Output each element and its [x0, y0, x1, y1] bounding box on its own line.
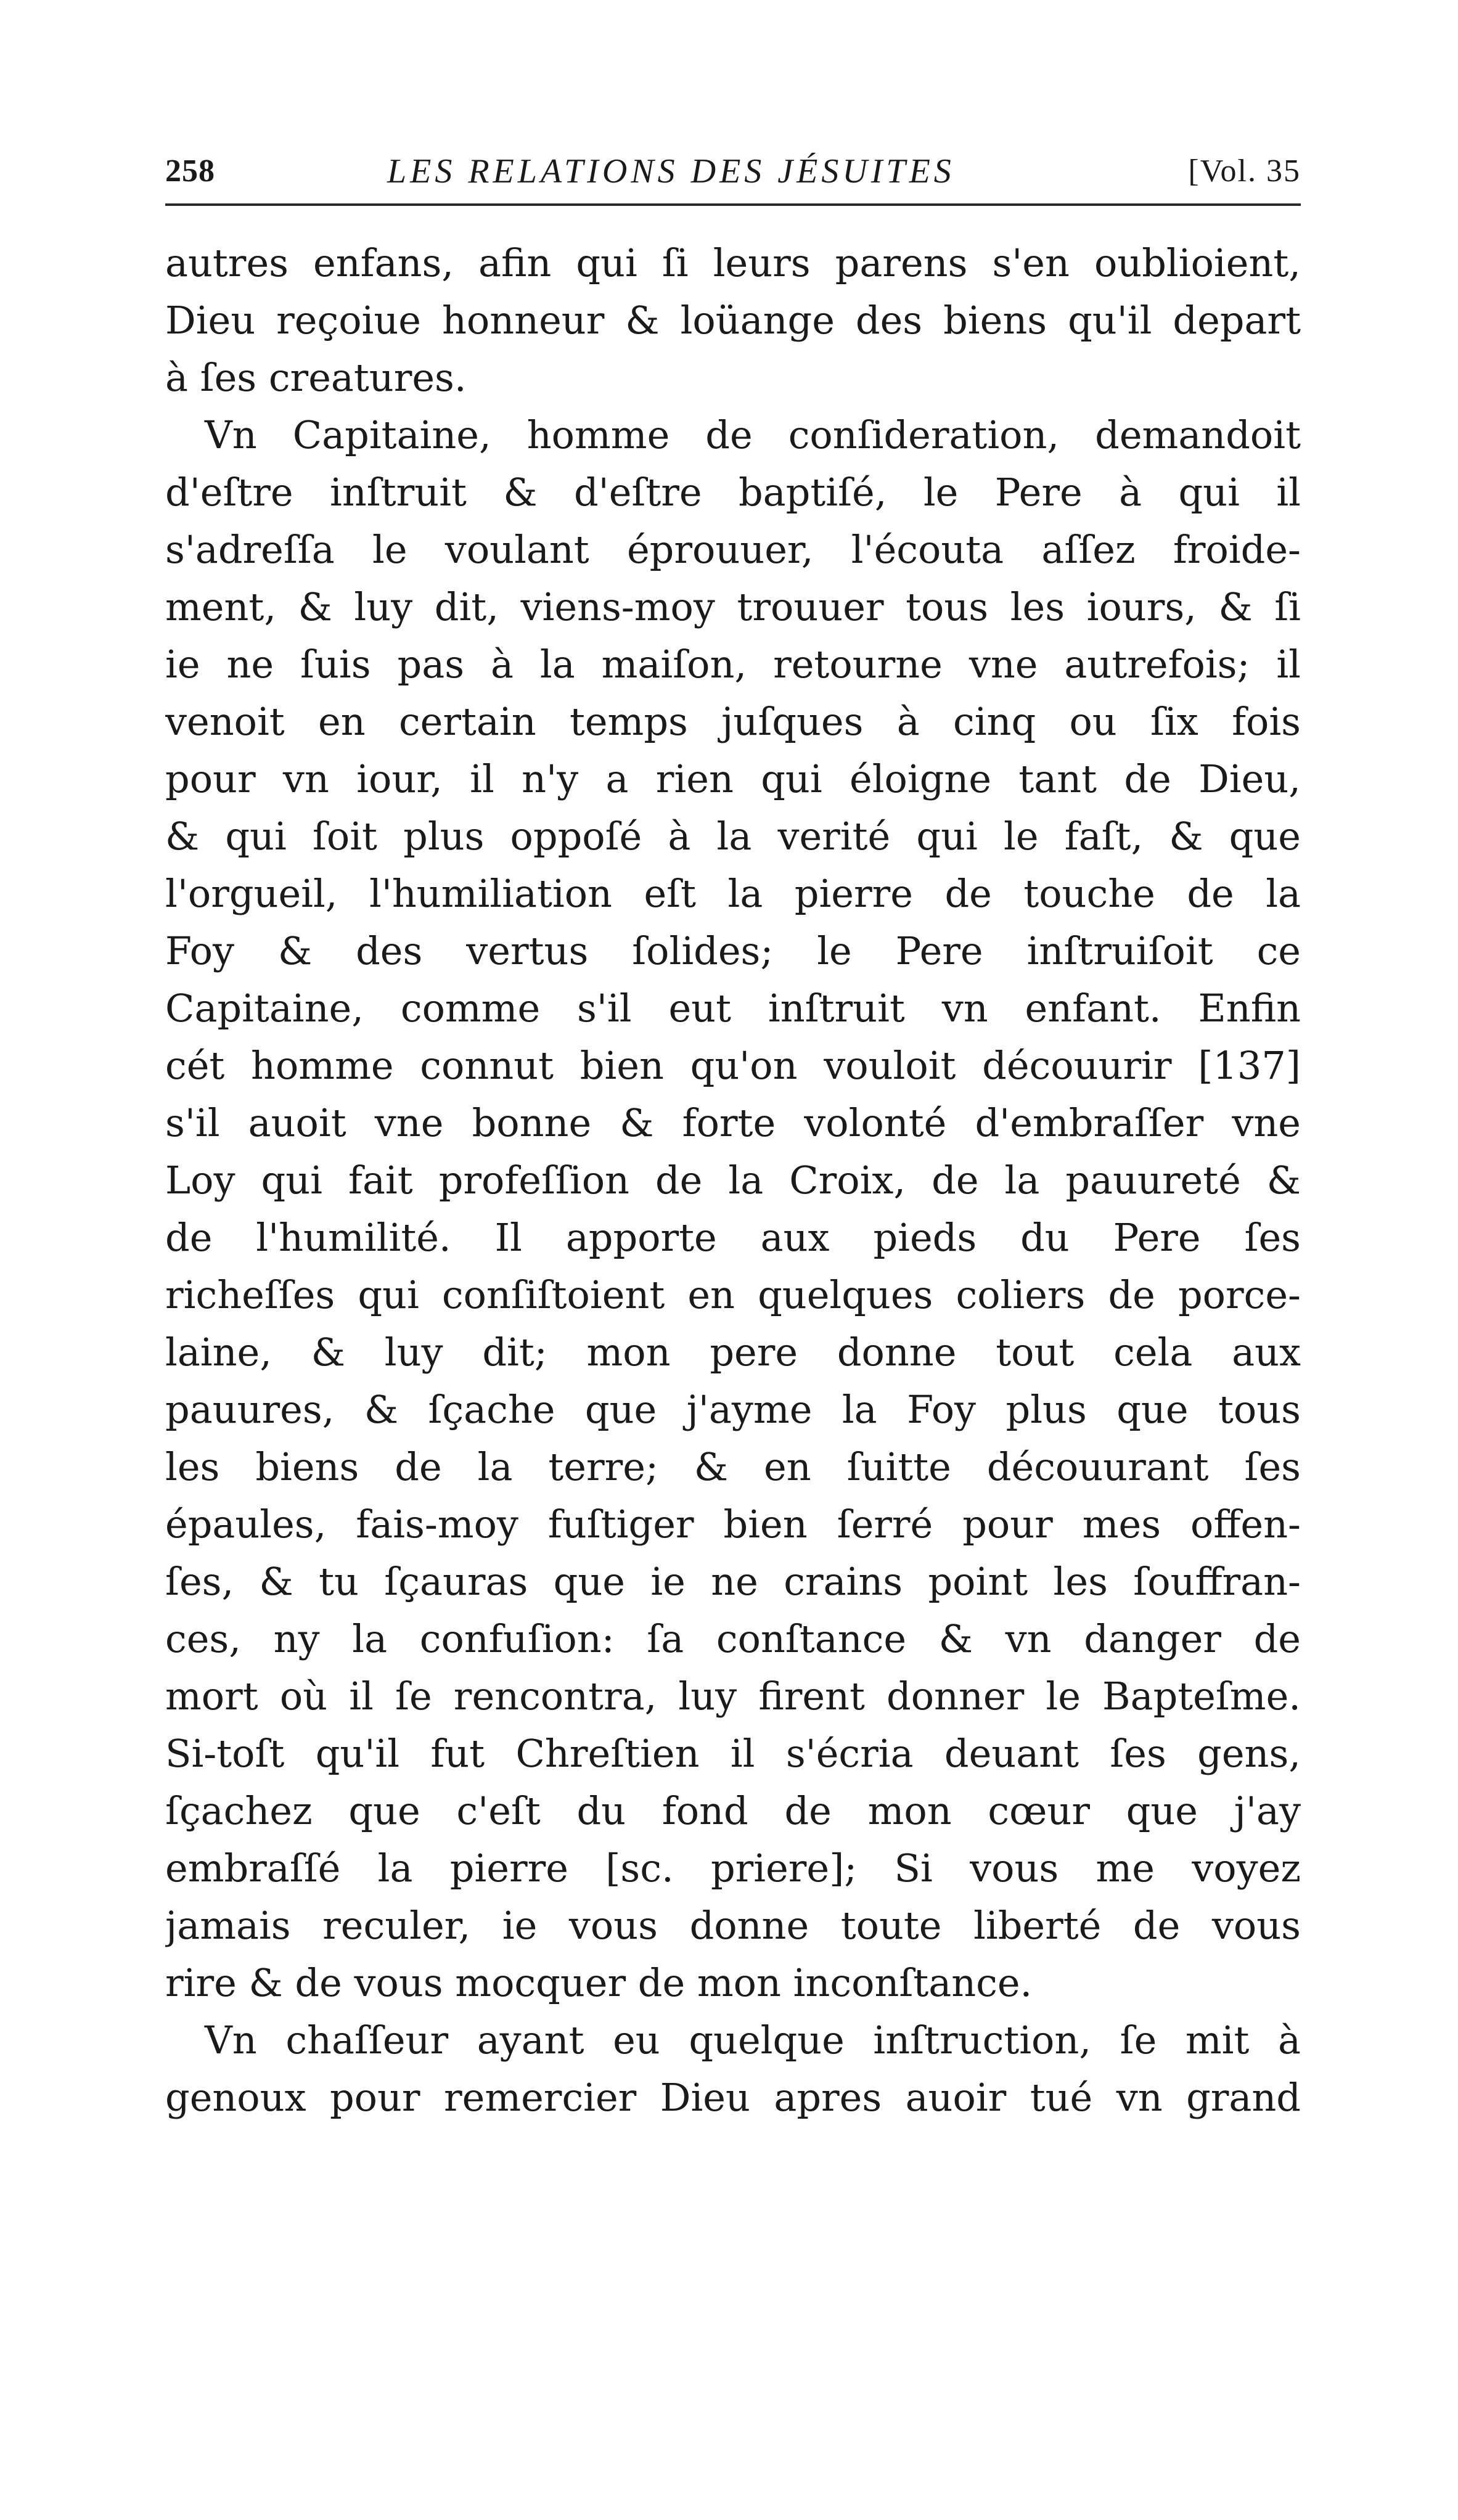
text-line: rire & de vous mocquer de mon inconſtance.	[165, 1960, 1033, 2005]
text-line: ie ne ſuis pas à la maiſon, retourne vne autrefois; il	[165, 642, 1301, 687]
running-title: LES RELATIONS DES JÉSUITES	[387, 152, 955, 190]
text-line: genoux pour remercier Dieu apres auoir tué vn grand	[165, 2075, 1301, 2120]
volume-label: [Vol. 35	[1188, 153, 1301, 189]
text-line: ſes, & tu ſçauras que ie ne crains point les ſouffran-	[165, 1559, 1301, 1604]
text-line: Vn chaſſeur ayant eu quelque inſtruction, ſe mit à	[205, 2018, 1301, 2063]
text-line: laine, & luy dit; mon pere donne tout cela aux	[165, 1330, 1301, 1375]
text-line: Capitaine, comme s'il eut inſtruit vn enfant. Enfin	[165, 986, 1301, 1031]
text-line: Si-toſt qu'il fut Chreſtien il s'écria deuant ſes gens,	[165, 1731, 1301, 1776]
text-line: ſçachez que c'eſt du fond de mon cœur que j'ay	[165, 1788, 1301, 1833]
text-line: les biens de la terre; & en ſuitte découurant ſes	[165, 1444, 1301, 1489]
text-line: jamais reculer, ie vous donne toute liberté de vous	[165, 1903, 1301, 1948]
text-line: ces, ny la confuſion: ſa conſtance & vn danger de	[165, 1616, 1301, 1661]
text-line: ment, & luy dit, viens-moy trouuer tous les iours, & ſi	[165, 584, 1301, 629]
text-line: autres enfans, afin qui ſi leurs parens s'en oublioient,	[165, 240, 1301, 285]
text-line: à ſes creatures.	[165, 355, 467, 400]
header-rule	[165, 203, 1301, 206]
text-line: Foy & des vertus ſolides; le Pere inſtruiſoit ce	[165, 928, 1301, 973]
text-line: pour vn iour, il n'y a rien qui éloigne tant de Dieu,	[165, 756, 1301, 801]
text-line: s'il auoit vne bonne & forte volonté d'embraſſer vne	[165, 1100, 1301, 1145]
text-line: de l'humilité. Il apporte aux pieds du Pere ſes	[165, 1215, 1301, 1260]
text-line: Dieu reçoiue honneur & loüange des biens qu'il depart	[165, 298, 1301, 343]
text-line: pauures, & ſçache que j'ayme la Foy plus que tous	[165, 1387, 1301, 1432]
text-line: venoit en certain temps juſques à cinq ou ſix fois	[165, 699, 1301, 744]
text-line: Loy qui fait profeſſion de la Croix, de la pauureté &	[165, 1158, 1301, 1203]
page-number: 258	[165, 153, 215, 189]
text-line: Vn Capitaine, homme de conſideration, demandoit	[205, 412, 1301, 457]
text-line: s'adreſſa le voulant éprouuer, l'écouta aſſez froide-	[165, 527, 1301, 572]
text-line: embraſſé la pierre [sc. priere]; Si vous me voyez	[165, 1846, 1301, 1891]
running-header	[165, 153, 1301, 202]
body-text	[165, 234, 1301, 2126]
text-line: d'eſtre inſtruit & d'eſtre baptiſé, le Pere à qui il	[165, 470, 1301, 515]
text-line: cét homme connut bien qu'on vouloit découurir [137]	[165, 1043, 1301, 1088]
text-line: richeſſes qui conſiſtoient en quelques coliers de porce-	[165, 1272, 1301, 1317]
text-line: & qui ſoit plus oppoſé à la verité qui le faſt, & que	[165, 814, 1301, 859]
text-line: l'orgueil, l'humiliation eſt la pierre de touche de la	[165, 871, 1301, 916]
text-line: épaules, fais-moy fuſtiger bien ſerré pour mes offen-	[165, 1502, 1301, 1547]
text-line: mort où il ſe rencontra, luy firent donner le Bapteſme.	[165, 1674, 1301, 1719]
